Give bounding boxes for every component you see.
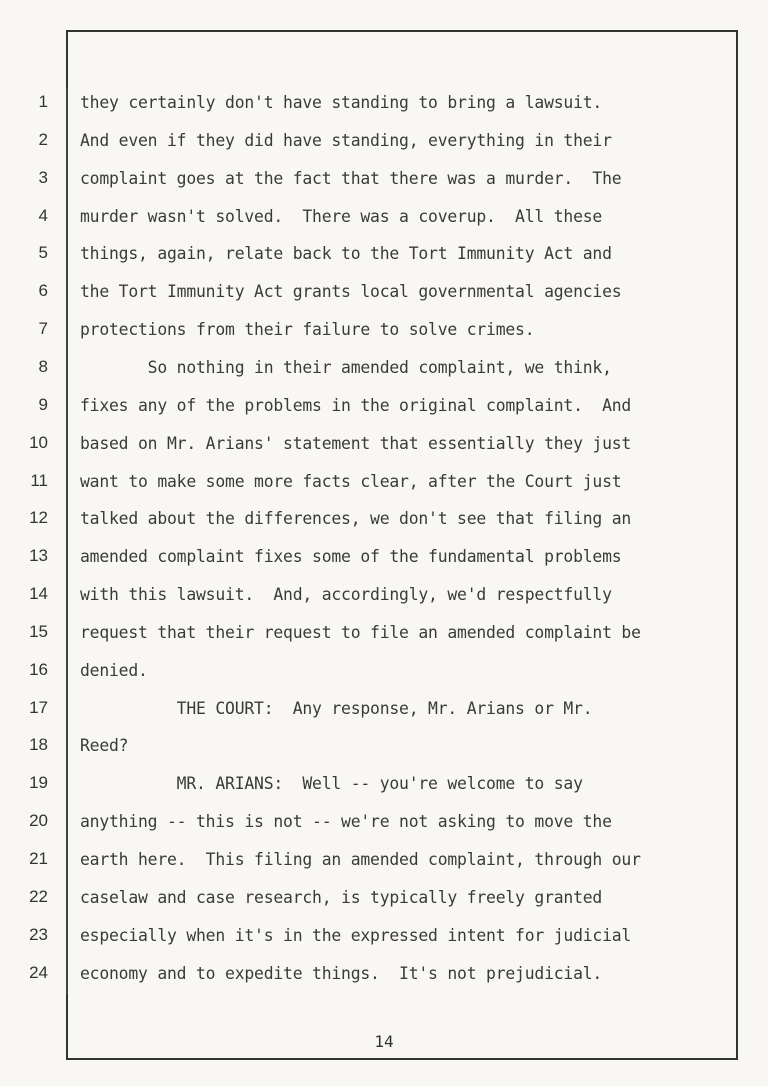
line-number: 20 <box>29 811 48 831</box>
line-number: 15 <box>29 621 48 641</box>
line-text: THE COURT: Any response, Mr. Arians or Mr. <box>80 698 593 718</box>
line-text: economy and to expedite things. It's not prejudicial. <box>80 963 603 983</box>
line-number: 9 <box>38 394 48 414</box>
line-number: 4 <box>38 205 48 225</box>
line-number: 23 <box>29 924 48 944</box>
line-text: protections from their failure to solve crimes. <box>80 320 535 340</box>
line-number: 18 <box>29 735 48 755</box>
line-text: based on Mr. Arians' statement that essentially they just <box>80 433 632 453</box>
line-text: complaint goes at the fact that there was a murder. The <box>80 168 622 188</box>
line-text: especially when it's in the expressed intent for judicial <box>80 925 632 945</box>
line-text: they certainly don't have standing to bring a lawsuit. <box>80 93 603 112</box>
line-text: fixes any of the problems in the original complaint. And <box>80 395 632 415</box>
line-number: 3 <box>38 167 48 187</box>
line-text: with this lawsuit. And, accordingly, we'd respectfully <box>80 585 612 605</box>
line-text: amended complaint fixes some of the fundamental problems <box>80 547 622 567</box>
line-number: 11 <box>30 470 48 490</box>
line-text: So nothing in their amended complaint, we think, <box>80 357 612 377</box>
line-text: earth here. This filing an amended complaint, through our <box>80 850 641 869</box>
line-number: 21 <box>29 849 48 868</box>
line-text: Reed? <box>80 736 129 756</box>
line-text: the Tort Immunity Act grants local governmental agencies <box>80 282 622 302</box>
line-number: 14 <box>29 584 48 604</box>
line-text: things, again, relate back to the Tort Immunity Act and <box>80 244 612 264</box>
line-number: 12 <box>29 508 48 528</box>
line-text: murder wasn't solved. There was a coverup. All these <box>80 206 603 226</box>
line-text: anything -- this is not -- we're not asking to move the <box>80 812 612 832</box>
margin-rule <box>66 88 68 994</box>
line-number: 19 <box>29 773 48 793</box>
line-number: 10 <box>29 432 48 452</box>
line-number: 24 <box>29 962 48 982</box>
line-text: denied. <box>80 660 148 680</box>
line-number: 22 <box>29 886 48 906</box>
line-text: request that their request to file an amended complaint be <box>80 622 641 642</box>
line-text: caselaw and case research, is typically freely granted <box>80 887 603 907</box>
line-number: 1 <box>38 92 48 111</box>
line-number: 13 <box>29 546 48 566</box>
line-text: want to make some more facts clear, after the Court just <box>80 471 622 491</box>
line-number: 2 <box>38 129 48 149</box>
line-number: 8 <box>38 356 48 376</box>
line-number: 7 <box>38 319 48 339</box>
page-number: 14 <box>374 1032 394 1051</box>
line-number: 6 <box>38 281 48 301</box>
line-text: MR. ARIANS: Well -- you're welcome to say <box>80 774 583 794</box>
line-number: 5 <box>38 243 48 263</box>
line-text: talked about the differences, we don't see that filing an <box>80 509 632 529</box>
line-text: And even if they did have standing, everything in their <box>80 130 612 150</box>
line-number: 17 <box>29 697 48 717</box>
line-number: 16 <box>29 659 48 679</box>
